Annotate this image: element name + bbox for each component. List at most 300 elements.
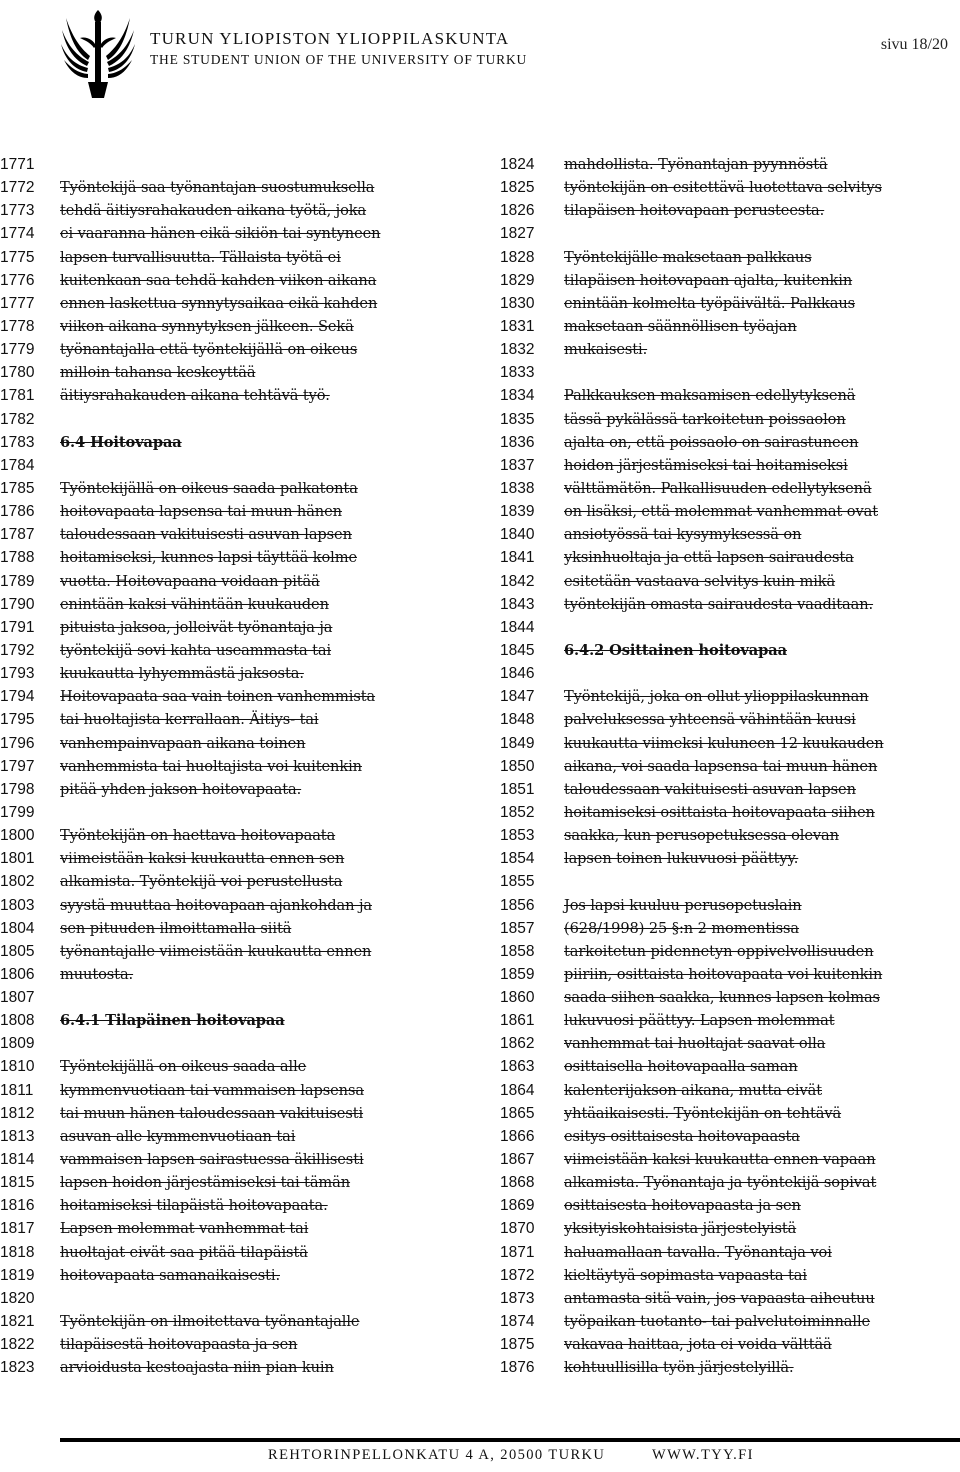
line-number: 1812	[0, 1104, 35, 1122]
document-line	[500, 870, 960, 893]
line-text: Työntekijällä on oikeus saada alle	[60, 1058, 307, 1076]
line-text: tilapäisestä hoitovapaasta ja sen	[60, 1336, 298, 1354]
line-number: 1834	[500, 387, 535, 405]
document-line	[500, 246, 960, 269]
line-number: 1841	[500, 549, 535, 567]
document-line	[0, 454, 480, 477]
line-number: 1778	[0, 317, 35, 335]
document-line	[500, 986, 960, 1009]
line-number: 1827	[500, 225, 535, 243]
document-line	[500, 1125, 960, 1148]
document-line	[500, 1194, 960, 1217]
line-text: sen pituuden ilmoittamalla siitä	[60, 919, 292, 937]
document-line	[0, 894, 480, 917]
line-text: on lisäksi, että molemmat vanhemmat ovat	[564, 503, 878, 521]
line-text: viimeistään kaksi kuukautta ennen vapaan	[564, 1151, 876, 1169]
line-number: 1845	[500, 641, 535, 659]
line-number: 1808	[0, 1012, 35, 1030]
document-line	[500, 1241, 960, 1264]
document-line	[0, 963, 480, 986]
line-text: työntekijän omasta sairaudesta vaaditaan.	[564, 595, 874, 613]
footer-rule	[60, 1438, 960, 1442]
line-number: 1796	[0, 734, 35, 752]
line-text: aikana, voi saada lapsensa tai muun hänen	[564, 757, 878, 775]
document-line	[500, 1333, 960, 1356]
line-text: palveluksessa yhteensä vähintään kuusi	[564, 711, 856, 729]
line-number: 1793	[0, 665, 35, 683]
line-text: muutosta.	[60, 965, 134, 983]
line-text: Lapsen molemmat vanhemmat tai	[60, 1220, 309, 1238]
line-number: 1817	[0, 1220, 35, 1238]
document-line	[0, 1264, 480, 1287]
document-line	[500, 755, 960, 778]
section-heading: 6.4.2 Osittainen hoitovapaa	[564, 641, 787, 659]
line-number: 1861	[500, 1012, 535, 1030]
document-line	[0, 222, 480, 245]
line-number: 1774	[0, 225, 35, 243]
line-number: 1842	[500, 572, 535, 590]
line-number: 1785	[0, 479, 35, 497]
document-line	[0, 384, 480, 407]
org-subtitle: THE STUDENT UNION OF THE UNIVERSITY OF TURKU	[150, 52, 528, 67]
document-line	[500, 361, 960, 384]
line-text: tilapäisen hoitovapaan ajalta, kuitenkin	[564, 271, 853, 289]
line-text: viikon aikana synnytyksen jälkeen. Sekä	[60, 317, 354, 335]
line-number: 1783	[0, 433, 35, 451]
line-number: 1794	[0, 688, 35, 706]
line-number: 1868	[500, 1174, 535, 1192]
document-line	[0, 292, 480, 315]
document-line	[500, 685, 960, 708]
line-text: saada siihen saakka, kunnes lapsen kolmas	[564, 989, 880, 1007]
line-number: 1813	[0, 1127, 35, 1145]
document-line	[0, 1241, 480, 1264]
document-line	[500, 153, 960, 176]
document-line	[500, 546, 960, 569]
line-number: 1809	[0, 1035, 35, 1053]
page-number: sivu 18/20	[880, 36, 948, 53]
document-line	[0, 246, 480, 269]
document-line	[0, 1310, 480, 1333]
line-number: 1818	[0, 1243, 35, 1261]
footer-website: WWW.TYY.FI	[652, 1447, 754, 1463]
line-number: 1822	[0, 1336, 35, 1354]
document-line	[0, 616, 480, 639]
line-number: 1874	[500, 1313, 535, 1331]
line-text: työnantajalle viimeistään kuukautta ennen	[60, 942, 372, 960]
line-number: 1804	[0, 919, 35, 937]
line-text: kuukautta lyhyemmästä jaksosta.	[60, 665, 304, 683]
line-number: 1850	[500, 757, 535, 775]
line-number: 1851	[500, 780, 535, 798]
document-line	[500, 732, 960, 755]
line-number: 1843	[500, 595, 535, 613]
document-line	[0, 732, 480, 755]
line-number: 1821	[0, 1313, 35, 1331]
document-line	[500, 176, 960, 199]
line-number: 1838	[500, 479, 535, 497]
document-line	[500, 454, 960, 477]
right-column	[500, 153, 960, 1379]
line-text: ajalta on, että poissaolo on sairastuneen	[564, 433, 859, 451]
document-line	[0, 685, 480, 708]
line-text: Työntekijälle maksetaan palkkaus	[564, 248, 812, 266]
line-number: 1837	[500, 456, 535, 474]
document-line	[0, 570, 480, 593]
line-number: 1857	[500, 919, 535, 937]
line-text: ennen laskettua synnytysaikaa eikä kahden	[60, 294, 378, 312]
line-text: tilapäisen hoitovapaan perusteesta.	[564, 202, 825, 220]
document-line	[0, 408, 480, 431]
document-line	[500, 315, 960, 338]
line-text: välttämätön. Palkallisuuden edellytyksenä	[564, 479, 872, 497]
line-number: 1805	[0, 942, 35, 960]
line-number: 1782	[0, 410, 35, 428]
document-line	[0, 755, 480, 778]
line-text: kuukautta viimeksi kuluneen 12 kuukauden	[564, 734, 884, 752]
line-number: 1773	[0, 202, 35, 220]
line-text: alkamista. Työntekijä voi perustellusta	[60, 873, 343, 891]
line-text: lukuvuosi päättyy. Lapsen molemmat	[564, 1012, 835, 1030]
line-text: työnantajalla että työntekijällä on oikeus	[60, 341, 358, 359]
line-text: osittaisella hoitovapaalla saman	[564, 1058, 798, 1076]
line-number: 1826	[500, 202, 535, 220]
line-number: 1790	[0, 595, 35, 613]
line-number: 1844	[500, 618, 535, 636]
line-text: työntekijän on esitettävä luotettava selvitys	[564, 179, 882, 197]
line-number: 1816	[0, 1197, 35, 1215]
document-line	[500, 894, 960, 917]
line-text: alkamista. Työnantaja ja työntekijä sopivat	[564, 1174, 877, 1192]
line-text: kuitenkaan saa tehdä kahden viikon aikana	[60, 271, 377, 289]
line-text: hoidon järjestämiseksi tai hoitamiseksi	[564, 456, 848, 474]
line-number: 1866	[500, 1127, 535, 1145]
line-number: 1803	[0, 896, 35, 914]
document-line	[0, 1217, 480, 1240]
line-number: 1781	[0, 387, 35, 405]
line-text: tai muun hänen taloudessaan vakituisesti	[60, 1104, 364, 1122]
line-text: arvioidusta kestoajasta niin pian kuin	[60, 1359, 334, 1377]
line-text: yhtäaikaisesti. Työntekijän on tehtävä	[564, 1104, 842, 1122]
document-line	[500, 384, 960, 407]
document-line	[500, 847, 960, 870]
document-line	[0, 593, 480, 616]
line-text: kieltäytyä sopimasta vapaasta tai	[564, 1266, 807, 1284]
document-line	[0, 269, 480, 292]
document-line	[500, 1148, 960, 1171]
document-line	[0, 639, 480, 662]
line-text: tässä pykälässä tarkoitetun poissaolon	[564, 410, 846, 428]
line-text: huoltajat eivät saa pitää tilapäistä	[60, 1243, 308, 1261]
document-line	[0, 708, 480, 731]
document-line	[0, 1333, 480, 1356]
document-line	[0, 824, 480, 847]
footer-address: REHTORINPELLONKATU 4 A, 20500 TURKU	[268, 1447, 606, 1463]
org-name: TURUN YLIOPISTON YLIOPPILASKUNTA	[150, 29, 510, 48]
line-text: hoitovapaata samanaikaisesti.	[60, 1266, 280, 1284]
line-number: 1835	[500, 410, 535, 428]
line-text: asuvan alle kymmenvuotiaan tai	[60, 1127, 296, 1145]
document-line	[0, 523, 480, 546]
line-number: 1819	[0, 1266, 35, 1284]
line-number: 1795	[0, 711, 35, 729]
line-number: 1820	[0, 1289, 35, 1307]
document-line	[500, 500, 960, 523]
line-number: 1787	[0, 526, 35, 544]
line-text: enintään kaksi vähintään kuukauden	[60, 595, 329, 613]
document-line	[0, 1102, 480, 1125]
line-number: 1780	[0, 364, 35, 382]
document-line	[500, 917, 960, 940]
document-line	[0, 847, 480, 870]
line-text: yksinhuoltaja ja että lapsen sairaudesta	[564, 549, 854, 567]
line-number: 1865	[500, 1104, 535, 1122]
document-line	[0, 153, 480, 176]
document-line	[500, 1032, 960, 1055]
document-line	[0, 1055, 480, 1078]
line-text: lapsen hoidon järjestämiseksi tai tämän	[60, 1174, 351, 1192]
line-number: 1815	[0, 1174, 35, 1192]
document-line	[500, 940, 960, 963]
line-text: pituista jaksoa, jolleivät työnantaja ja	[60, 618, 333, 636]
line-text: äitiysrahakauden aikana tehtävä työ.	[60, 387, 330, 405]
line-number: 1776	[0, 271, 35, 289]
line-text: ansiotyössä tai kysymyksessä on	[564, 526, 802, 544]
line-text: haluamallaan tavalla. Työnantaja voi	[564, 1243, 832, 1261]
document-line	[0, 477, 480, 500]
document-line	[500, 408, 960, 431]
document-line	[500, 1009, 960, 1032]
line-text: esitetään vastaava selvitys kuin mikä	[564, 572, 836, 590]
line-text: viimeistään kaksi kuukautta ennen sen	[60, 850, 345, 868]
line-number: 1876	[500, 1359, 535, 1377]
line-number: 1873	[500, 1289, 535, 1307]
line-text: vammaisen lapsen sairastuessa äkillisesti	[60, 1151, 364, 1169]
document-line	[500, 477, 960, 500]
line-number: 1832	[500, 341, 535, 359]
document-line	[0, 199, 480, 222]
line-text: Työntekijän on ilmoitettava työnantajalle	[60, 1313, 360, 1331]
document-line	[500, 616, 960, 639]
line-text: vuotta. Hoitovapaana voidaan pitää	[60, 572, 320, 590]
line-number: 1846	[500, 665, 535, 683]
line-text: hoitamiseksi tilapäistä hoitovapaata.	[60, 1197, 328, 1215]
line-number: 1831	[500, 317, 535, 335]
line-number: 1792	[0, 641, 35, 659]
line-number: 1852	[500, 803, 535, 821]
line-text: työntekijä sovi kahta useammasta tai	[60, 641, 332, 659]
document-line	[0, 1287, 480, 1310]
document-line	[0, 361, 480, 384]
line-number: 1784	[0, 456, 35, 474]
line-text: maksetaan säännöllisen työajan	[564, 317, 797, 335]
document-line	[500, 824, 960, 847]
line-text: taloudessaan vakituisesti asuvan lapsen	[564, 780, 856, 798]
line-text: milloin tahansa keskeyttää	[60, 364, 256, 382]
line-text: hoitamiseksi osittaista hoitovapaata siihen	[564, 803, 875, 821]
line-text: esitys osittaisesta hoitovapaasta	[564, 1127, 800, 1145]
line-number: 1860	[500, 989, 535, 1007]
line-number: 1859	[500, 965, 535, 983]
document-line	[500, 1287, 960, 1310]
line-number: 1875	[500, 1336, 535, 1354]
line-text: enintään kolmelta työpäivältä. Palkkaus	[564, 294, 856, 312]
document-line	[0, 940, 480, 963]
line-text: Työntekijä saa työnantajan suostumuksella	[60, 179, 375, 197]
line-text: ei vaaranna hänen eikä sikiön tai syntyneen	[60, 225, 381, 243]
line-text: mukaisesti.	[564, 341, 648, 359]
document-line	[0, 662, 480, 685]
line-number: 1800	[0, 827, 35, 845]
line-text: vanhempainvapaan aikana toinen	[60, 734, 306, 752]
line-text: hoitovapaata lapsensa tai muun hänen	[60, 503, 342, 521]
document-line	[500, 1264, 960, 1287]
line-text: antamasta sitä vain, jos vapaasta aiheutuu	[564, 1289, 875, 1307]
line-text: Palkkauksen maksamisen edellytyksenä	[564, 387, 856, 405]
line-number: 1847	[500, 688, 535, 706]
line-number: 1802	[0, 873, 35, 891]
line-number: 1836	[500, 433, 535, 451]
line-number: 1825	[500, 179, 535, 197]
line-number: 1854	[500, 850, 535, 868]
line-text: Jos lapsi kuuluu perusopetuslain	[564, 896, 802, 914]
line-number: 1786	[0, 503, 35, 521]
document-line	[500, 593, 960, 616]
document-line	[0, 870, 480, 893]
document-line	[0, 778, 480, 801]
document-line	[0, 1148, 480, 1171]
line-text: saakka, kun perusopetuksessa olevan	[564, 827, 839, 845]
line-number: 1799	[0, 803, 35, 821]
document-line	[500, 801, 960, 824]
document-line	[500, 662, 960, 685]
line-text: (628/1998) 25 §:n 2 momentissa	[564, 919, 800, 937]
document-line	[0, 1079, 480, 1102]
line-text: tarkoitetun pidennetyn oppivelvollisuuden	[564, 942, 874, 960]
document-line	[0, 431, 480, 454]
winged-emblem-logo	[60, 8, 136, 100]
document-line	[500, 639, 960, 662]
document-line	[500, 338, 960, 361]
line-number: 1777	[0, 294, 35, 312]
document-line	[500, 222, 960, 245]
line-text: osittaisesta hoitovapaasta ja sen	[564, 1197, 801, 1215]
line-number: 1806	[0, 965, 35, 983]
line-number: 1798	[0, 780, 35, 798]
line-text: Työntekijän on haettava hoitovapaata	[60, 827, 336, 845]
document-line	[500, 431, 960, 454]
line-text: pitää yhden jakson hoitovapaata.	[60, 780, 302, 798]
document-line	[500, 292, 960, 315]
document-line	[0, 1125, 480, 1148]
line-number: 1801	[0, 850, 35, 868]
line-number: 1775	[0, 248, 35, 266]
line-number: 1823	[0, 1359, 35, 1377]
line-text: vakavaa haittaa, jota ei voida välttää	[564, 1336, 832, 1354]
line-number: 1829	[500, 271, 535, 289]
line-text: tai huoltajista kerrallaan. Äitiys- tai	[60, 711, 319, 729]
line-number: 1797	[0, 757, 35, 775]
line-number: 1810	[0, 1058, 35, 1076]
line-number: 1814	[0, 1151, 35, 1169]
line-number: 1864	[500, 1081, 535, 1099]
line-text: mahdollista. Työnantajan pyynnöstä	[564, 156, 828, 173]
line-number: 1856	[500, 896, 535, 914]
line-text: työpaikan tuotanto- tai palvelutoiminnalle	[564, 1313, 871, 1331]
line-number: 1853	[500, 827, 535, 845]
line-number: 1862	[500, 1035, 535, 1053]
line-number: 1833	[500, 364, 535, 382]
left-column	[0, 153, 480, 1379]
line-number: 1871	[500, 1243, 535, 1261]
line-number: 1807	[0, 989, 35, 1007]
line-text: piiriin, osittaista hoitovapaata voi kuitenkin	[564, 965, 883, 983]
document-line	[500, 1055, 960, 1078]
document-line	[0, 546, 480, 569]
document-line	[500, 778, 960, 801]
line-text: kohtuullisilla työn järjestelyillä.	[564, 1359, 794, 1377]
document-line	[0, 176, 480, 199]
document-line	[0, 1009, 480, 1032]
section-heading: 6.4 Hoitovapaa	[60, 433, 182, 451]
line-number: 1828	[500, 248, 535, 266]
document-line	[0, 801, 480, 824]
line-number: 1840	[500, 526, 535, 544]
document-line	[0, 1194, 480, 1217]
document-line	[500, 1310, 960, 1333]
line-number: 1830	[500, 294, 535, 312]
line-text: Työntekijä, joka on ollut ylioppilaskunnan	[564, 688, 869, 706]
line-number: 1872	[500, 1266, 535, 1284]
line-text: yksityiskohtaisista järjestelyistä	[564, 1220, 797, 1238]
line-text: kymmenvuotiaan tai vammaisen lapsensa	[60, 1081, 364, 1099]
document-line	[500, 570, 960, 593]
line-number: 1848	[500, 711, 535, 729]
line-number: 1788	[0, 549, 35, 567]
line-number: 1839	[500, 503, 535, 521]
line-number: 1849	[500, 734, 535, 752]
document-line	[500, 963, 960, 986]
document-line	[0, 338, 480, 361]
line-text: taloudessaan vakituisesti asuvan lapsen	[60, 526, 352, 544]
line-number: 1870	[500, 1220, 535, 1238]
line-text: vanhemmat tai huoltajat saavat olla	[564, 1035, 826, 1053]
line-text: Työntekijällä on oikeus saada palkatonta	[60, 479, 358, 497]
line-text: Hoitovapaata saa vain toinen vanhemmista	[60, 688, 376, 706]
line-number: 1855	[500, 873, 535, 891]
line-number: 1869	[500, 1197, 535, 1215]
document-line	[500, 1171, 960, 1194]
line-text: kalenterijakson aikana, mutta eivät	[564, 1081, 822, 1099]
document-line	[500, 1079, 960, 1102]
document-line	[500, 1217, 960, 1240]
line-number: 1772	[0, 179, 35, 197]
line-number: 1771	[0, 156, 35, 173]
line-text: syystä muuttaa hoitovapaan ajankohdan ja	[60, 896, 372, 914]
document-line	[0, 1356, 480, 1379]
line-number: 1779	[0, 341, 35, 359]
document-line	[500, 523, 960, 546]
document-line	[0, 500, 480, 523]
line-number: 1867	[500, 1151, 535, 1169]
line-number: 1791	[0, 618, 35, 636]
line-number: 1863	[500, 1058, 535, 1076]
document-line	[0, 1171, 480, 1194]
document-line	[500, 1356, 960, 1379]
document-line	[500, 1102, 960, 1125]
line-number: 1811	[0, 1081, 34, 1099]
document-line	[0, 917, 480, 940]
